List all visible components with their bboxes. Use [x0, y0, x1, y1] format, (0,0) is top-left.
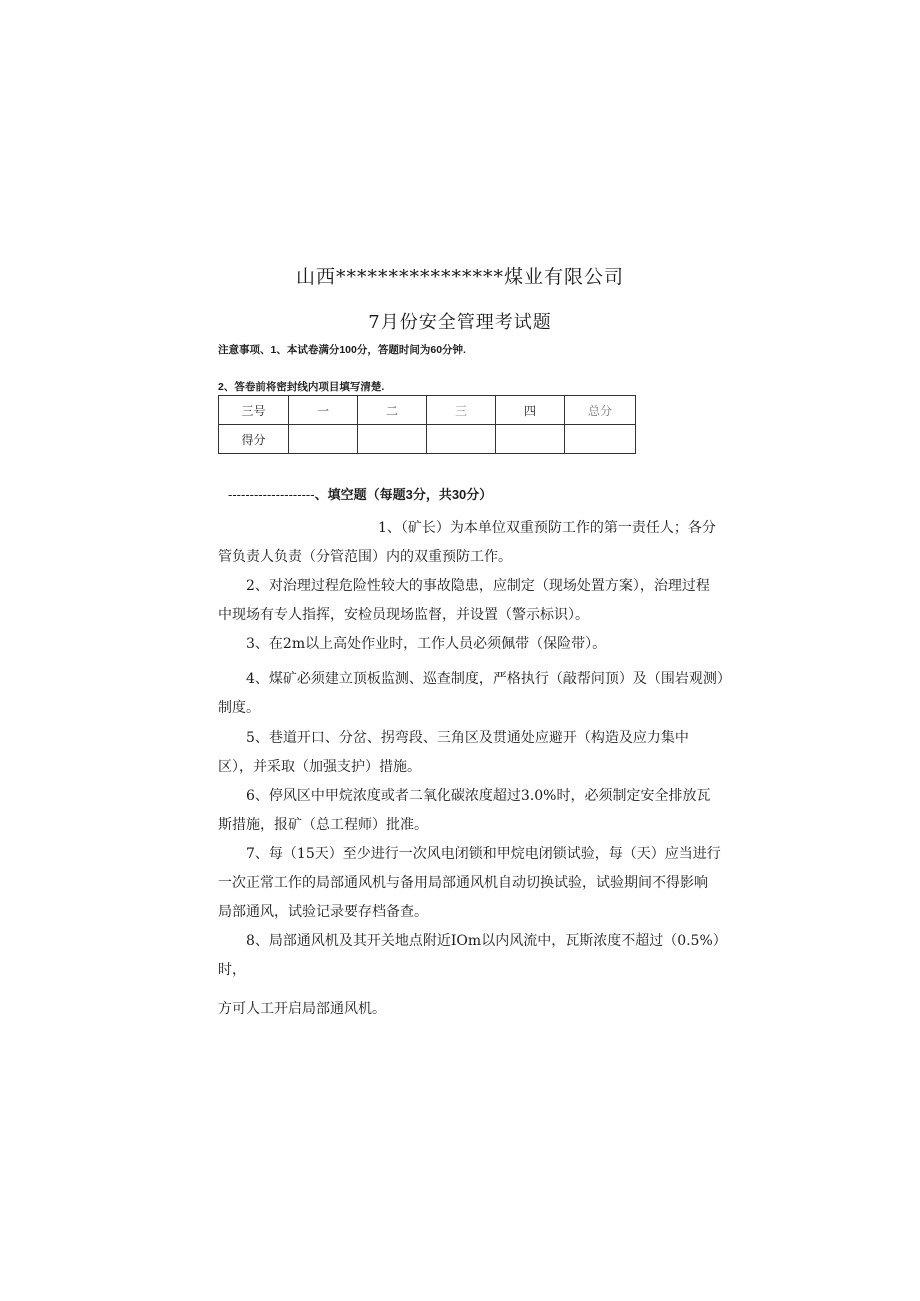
question-6-line-1: 6、停风区中甲烷浓度或者二氧化碳浓度超过3.0%时，必须制定安全排放瓦	[246, 788, 711, 804]
company-title: 山西****************煤业有限公司	[295, 266, 624, 288]
question-3-line-1: 3、在2m以上高处作业时，工作人员必须佩带（保险带）。	[246, 636, 607, 652]
score-header-cell: 一	[289, 396, 358, 425]
question-8-line-3: 方可人工开启局部通风机。	[218, 1001, 386, 1017]
score-entry-cell[interactable]	[565, 425, 636, 454]
question-5-line-2: 区），并采取（加强支护）措施。	[218, 759, 421, 775]
score-entry-cell[interactable]	[427, 425, 496, 454]
exam-note-1: 注意事项、1、本试卷满分100分，答题时间为60分钟.	[218, 344, 466, 356]
score-header-cell: 四	[496, 396, 565, 425]
exam-title: 7月份安全管理考试题	[368, 312, 552, 333]
score-table-score-row	[219, 425, 636, 454]
score-row-label: 得分	[219, 425, 289, 454]
score-entry-cell[interactable]	[358, 425, 427, 454]
question-7-line-3: 局部通风，试验记录要存档备查。	[218, 904, 428, 920]
section-heading	[228, 484, 492, 503]
question-7-line-2: 一次正常工作的局部通风机与备用局部通风机自动切换试验，试验期间不得影响	[218, 875, 708, 891]
question-6-line-2: 斯措施，报矿（总工程师）批准。	[218, 817, 428, 833]
question-8-line-2: 时，	[218, 962, 246, 978]
question-1-line-2: 管负责人负责（分管范围）内的双重预防工作。	[218, 549, 512, 565]
score-table	[218, 395, 636, 454]
question-2-line-1: 2、对治理过程危险性较大的事故隐患，应制定（现场处置方案），治理过程	[246, 578, 710, 594]
score-entry-cell[interactable]	[289, 425, 358, 454]
score-table-header-row	[219, 396, 636, 425]
question-8-line-1: 8、局部通风机及其开关地点附近IOm以内风流中，瓦斯浓度不超过（0.5%）	[246, 933, 727, 949]
score-entry-cell[interactable]	[496, 425, 565, 454]
score-header-cell: 三	[427, 396, 496, 425]
question-2-line-2: 中现场有专人指挥，安检员现场监督，并设置（警示标识）。	[218, 607, 589, 623]
exam-note-2: 2、答卷前将密封线内项目填写清楚.	[218, 381, 385, 393]
question-7-line-1: 7、每（15天）至少进行一次风电闭锁和甲烷电闭锁试验，每（天）应当进行	[246, 846, 721, 862]
score-header-cell: 三号	[219, 396, 289, 425]
score-header-cell: 二	[358, 396, 427, 425]
question-5-line-1: 5、巷道开口、分岔、拐弯段、三角区及贯通处应避开（构造及应力集中	[246, 730, 689, 746]
score-header-cell: 总分	[565, 396, 636, 425]
question-1-line-1: 1、（矿长）为本单位双重预防工作的第一责任人；各分	[378, 520, 716, 536]
question-4-line-2: 制度。	[218, 700, 260, 716]
section-dashes: --------------------	[228, 487, 315, 502]
section-title: 、填空题（每题3分，共30分）	[314, 487, 493, 502]
question-4-line-1: 4、煤矿必须建立顶板监测、巡查制度，严格执行（敲帮问顶）及（围岩观测）	[246, 671, 731, 687]
